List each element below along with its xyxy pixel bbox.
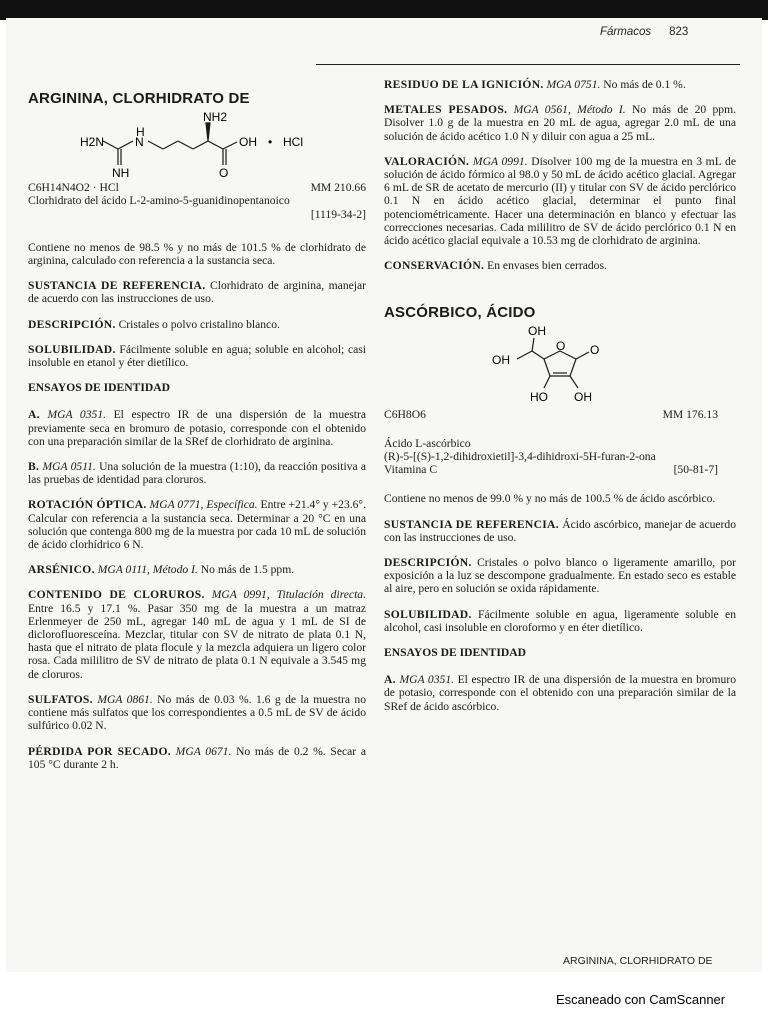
- label-o: O: [219, 166, 229, 180]
- sulfatos-text: No más de 0.03 %. 1.6 g de la muestra no contiene más sulfatos que los correspondientes a 0.5 mL de SV de ácido sulfúrico 0.02 N.: [28, 692, 366, 733]
- arginina-contiene: Contiene no menos de 98.5 % y no más de 101.5 % de clorhidrato de arginina, calculado con referencia a la sustancia seca.: [28, 240, 366, 268]
- asc-label-o-ring: O: [556, 338, 566, 353]
- arginina-formula: C6H14N4O2 · HCl: [28, 181, 119, 195]
- monograph-title-arginina: ARGININA, CLORHIDRATO DE: [28, 90, 250, 107]
- cloruros-heading: CONTENIDO DE CLORUROS.: [28, 588, 205, 602]
- solubilidad-text: Fácilmente soluble en agua; soluble en alcohol; casi insoluble en etanol y éter dietílico.: [28, 342, 366, 370]
- label-h: H: [136, 125, 145, 140]
- ascorbico-name2: (R)-5-[(S)-1,2-dihidroxietil]-3,4-dihidroxi-5H-furan-2-ona: [384, 450, 656, 464]
- running-footer: ARGININA, CLORHIDRATO DE: [563, 955, 713, 967]
- arginina-chem-name: Clorhidrato del ácido L-2-amino-5-guanidinopentanoico: [28, 194, 290, 208]
- page-number: 823: [669, 26, 689, 38]
- scanner-top-edge: [0, 0, 768, 20]
- arsenico-text: No más de 1.5 ppm.: [200, 563, 295, 577]
- ascorbico-structure: [384, 324, 724, 406]
- valoracion: [384, 155, 736, 247]
- descripcion-heading: DESCRIPCIÓN.: [28, 317, 116, 331]
- arsenico-heading: ARSÉNICO.: [28, 563, 95, 577]
- arsenico-mga: MGA 0111, Método I.: [97, 563, 198, 577]
- asc-ensayo-a-mga: MGA 0351.: [399, 673, 455, 687]
- cloruros-mga: MGA 0991, Titulación directa.: [211, 588, 366, 602]
- ensayo-b-text: Una solución de la muestra (1:10), da reacción positiva a las pruebas de identidad para cloruros.: [28, 460, 366, 487]
- label-n: N: [135, 135, 144, 150]
- asc-formula-row: [384, 408, 736, 421]
- rotacion-heading: ROTACIÓN ÓPTICA.: [28, 498, 147, 512]
- arginina-structure: [28, 109, 358, 179]
- right-column: [384, 78, 736, 725]
- label-hcl: HCl: [283, 135, 303, 150]
- rotacion-text: Entre +21.4° y +23.6°. Calcular con referencia a la sustancia seca. Determinar a 20 °C en una solución que contenga 800 mg de la muestra por cada 10 mL de solución de ácido clorhídrico 6 N.: [28, 498, 366, 552]
- residuo-ignicion: [384, 78, 736, 91]
- residuo-text: No más de 0.1 %.: [603, 78, 686, 91]
- arginina-sust-ref: [28, 279, 366, 305]
- residuo-heading: RESIDUO DE LA IGNICIÓN.: [384, 78, 544, 91]
- sulfatos: [28, 693, 366, 733]
- ensayo-b-label: B.: [28, 460, 40, 474]
- ascorbico-mm: MM 176.13: [662, 407, 718, 421]
- asc-label-oh-top: OH: [528, 323, 546, 338]
- ascorbico-descripcion: [384, 556, 736, 596]
- sust-ref-heading: SUSTANCIA DE REFERENCIA.: [28, 279, 206, 293]
- valoracion-mga: MGA 0991.: [472, 154, 528, 168]
- ascorbico-name3-row: [384, 463, 736, 476]
- asc-label-o-carbonyl: O: [590, 342, 600, 357]
- monograph-title-ascorbico: ASCÓRBICO, ÁCIDO: [384, 304, 536, 322]
- descripcion-text: Cristales o polvo cristalino blanco.: [118, 317, 280, 331]
- asc-label-oh-left: OH: [492, 352, 510, 367]
- rotacion-mga: MGA 0771, Específica.: [149, 498, 258, 512]
- metales-text: No más de 20 ppm. Disolver 1.0 g de la muestra en 20 mL de agua, agregar 2.0 mL de una solución de ácido acético 1.0 N y diluir con agua a 25 mL.: [384, 103, 736, 143]
- asc-ensayo-a-label: A.: [384, 673, 396, 687]
- ensayo-b: [28, 460, 366, 486]
- conservacion-text: En envases bien cerrados.: [487, 259, 607, 273]
- cloruros-text: Entre 16.5 y 17.1 %. Pasar 350 mg de la muestra a un matraz Erlenmeyer de 250 mL, agregar 140 mL de agua y 1 mL de SI de diclorofluoresceína. Mezclar, titular con SV de nitrato de plata 0.1 N, hasta que el nitrato de plata flocule y la mezcla adquiera un ligero color rosa. Cada mililitro de SV de nitrato de plata 0.1 N equivale a 3.545 mg de cloruros.: [28, 601, 366, 681]
- ensayo-a-text: El espectro IR de una dispersión de la muestra previamente seca en bromuro de potasio, corresponde con el obtenido con una preparación similar de la SRef de clorhidrato de arginina.: [28, 408, 367, 448]
- asc-solubilidad-heading: SOLUBILIDAD.: [384, 607, 472, 621]
- rotacion-optica: [28, 498, 366, 551]
- ensayo-b-mga: MGA 0511.: [42, 460, 96, 474]
- asc-label-oh-right: OH: [574, 389, 592, 404]
- arsenico: [28, 563, 366, 576]
- asc-sust-ref-heading: SUSTANCIA DE REFERENCIA.: [384, 517, 559, 531]
- ensayo-a-label: A.: [28, 408, 40, 422]
- conservacion-heading: CONSERVACIÓN.: [384, 259, 485, 273]
- sulfatos-heading: SULFATOS.: [28, 692, 93, 706]
- ensayo-a: [28, 408, 366, 448]
- asc-ensayo-a-text: El espectro IR de una dispersión de la muestra en bromuro de potasio, corresponde con el obtenido con una preparación similar de la SRef de ácido ascórbico.: [384, 673, 737, 713]
- asc-ensayo-a: [384, 673, 736, 713]
- ascorbico-formula: C6H8O6: [384, 407, 426, 421]
- label-oh: OH: [239, 135, 257, 150]
- label-nh2-top: NH2: [203, 110, 228, 125]
- asc-descripcion-heading: DESCRIPCIÓN.: [384, 556, 472, 570]
- sulfatos-mga: MGA 0861.: [97, 692, 153, 706]
- metales-mga: MGA 0561, Método I.: [513, 103, 626, 117]
- ensayo-a-mga: MGA 0351.: [47, 408, 107, 422]
- header-rule: [316, 64, 740, 65]
- arginina-mm: MM 210.66: [310, 181, 366, 195]
- residuo-mga: MGA 0751.: [546, 78, 601, 91]
- ascorbico-name1: Ácido L-ascórbico: [384, 436, 471, 450]
- ascorbico-sust-ref: [384, 518, 736, 544]
- header-section: Fármacos: [600, 26, 652, 38]
- asc-sust-ref-text: Ácido ascórbico, manejar de acuerdo con las instrucciones de uso.: [384, 517, 736, 544]
- valoracion-heading: VALORACIÓN.: [384, 154, 470, 168]
- solubilidad-heading: SOLUBILIDAD.: [28, 342, 116, 356]
- ascorbico-contiene: Contiene no menos de 99.0 % y no más de 100.5 % de ácido ascórbico.: [384, 492, 716, 506]
- left-column: [28, 92, 366, 783]
- perdida-mga: MGA 0671.: [175, 744, 232, 758]
- sust-ref-text: Clorhidrato de arginina, manejar de acuerdo con las instrucciones de uso.: [28, 279, 366, 306]
- metales-pesados: [384, 103, 736, 143]
- running-header: [600, 26, 688, 38]
- ensayos-heading: ENSAYOS DE IDENTIDAD: [28, 381, 170, 395]
- perdida-secado: [28, 745, 366, 771]
- arginina-cas: [1119-34-2]: [310, 207, 366, 221]
- valoracion-text: Disolver 100 mg de la muestra en 3 mL de solución de ácido fórmico al 98.0 y 50 mL de ácido acético glacial. Agregar 6 mL de SR de acetato de mercurio (II) y titular con SV de ácido perclórico 0.1 N en ácido acético glacial, determinar el punto final potenciométricamente. Hacer una determinación en blanco y efectuar las correcciones necesarias. Cada mililitro de SV de ácido perclórico 0.1 N en ácido acético glacial equivale a 10.53 mg de clorhidrato de arginina.: [384, 154, 736, 248]
- arginina-solubilidad: [28, 343, 366, 369]
- contenido-cloruros: [28, 588, 366, 680]
- perdida-text: No más de 0.2 %. Secar a 105 °C durante 2 h.: [28, 744, 366, 771]
- asc-label-ho: HO: [530, 389, 548, 404]
- label-nh: NH: [112, 166, 130, 180]
- camscanner-watermark: Escaneado con CamScanner: [556, 992, 726, 1007]
- ascorbico-name3: Vitamina C: [384, 463, 438, 477]
- asc-descripcion-text: Cristales o polvo blanco o ligeramente amarillo, por exposición a la luz se descompone gradualmente. En estado seco es estable al aire, pero en solución se oxida rápidamente.: [384, 556, 736, 596]
- arginina-descripcion: [28, 318, 366, 331]
- metales-heading: METALES PESADOS.: [384, 103, 508, 117]
- ascorbico-solubilidad: [384, 608, 736, 634]
- asc-ensayos-heading: ENSAYOS DE IDENTIDAD: [384, 646, 526, 660]
- conservacion: [384, 259, 736, 272]
- perdida-heading: PÉRDIDA POR SECADO.: [28, 744, 171, 758]
- asc-solubilidad-text: Fácilmente soluble en agua, ligeramente soluble en alcohol, casi insoluble en cloroformo y en éter dietílico.: [384, 607, 736, 634]
- label-h2n: H2N: [80, 135, 105, 150]
- ascorbico-cas: [50-81-7]: [673, 463, 718, 477]
- label-dot: •: [268, 135, 273, 150]
- formula-row: [28, 181, 366, 194]
